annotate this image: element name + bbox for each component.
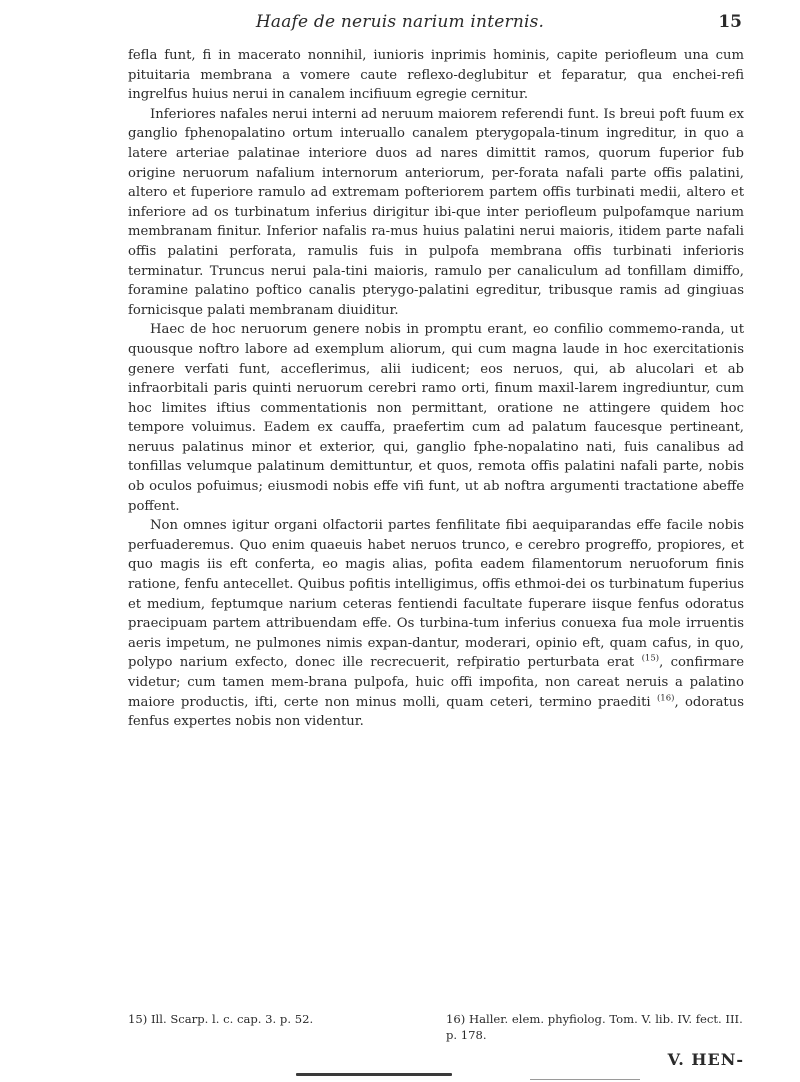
paragraph-4-text-a: Non omnes igitur organi olfactorii partes fenfilitate fibi aequiparandas effe facile nobis perfuaderemus. Quo enim quaeuis habet neruos trunco, e cerebro progreffo, propiores, et quo magis iis eft conferta, eo magis alias, pofita eadem filamentorum neruoforum finis ratione, fenfu antecellet. Quibus pofitis intelligimus, offis ethmoi-dei os turbinatum fuperius et medium, feptumque narium ceteras fentiendi facultate fuperare iisque fenfus odoratus praecipuam partem attribuendam effe. Os turbina-tum inferius conuexa fua mole irruentis aeris impetum, ne pulmones nimis expan-dantur, moderari, opinio eft, quam cafus, in quo, polypo narium exfecto, donec ille recrecuerit, refpiratio perturbata erat <box>128 518 744 671</box>
paragraph-4 <box>128 516 744 732</box>
paragraph-1: fefla funt, fi in macerato nonnihil, iunioris inprimis hominis, capite periofleum una cum pituitaria membrana a vomere caute reflexo-deglubitur et feparatur, qua enchei-refi ingrelfus huius nerui in canalem incifiuum egregie cernitur. <box>128 48 744 103</box>
footnote-ref-15-number: 15 <box>644 654 656 665</box>
bottom-rule-thin <box>530 1079 640 1080</box>
paragraph-4-text-c: , odoratus fenfus expertes nobis non videntur. <box>128 694 744 730</box>
paragraph-4-text-b: , confirmare videtur; cum tamen mem-brana pulpofa, huic offi impofita, non careat neruis a palatino maiore productis, ifti, certe non minus molli, quam ceteri, termino praediti <box>128 655 745 710</box>
running-title: Haafe de neruis narium internis. <box>255 12 545 32</box>
paragraph-2: Inferiores nafales nerui interni ad neruum maiorem referendi funt. Is breui poft fuum ex ganglio fphenopalatino ortum interuallo canalem pterygopala-tinum ingreditur, in quo a latere arteriae palatinae interiore duos ad nares dimittit ramos, quorum fuperior fub origine neruorum nafalium internorum anteriorum, per-forata nafali parte offis palatini, altero et fuperiore ramulo ad extremam pofteriorem partem offis turbinati medii, altero et inferiore ad os turbinatum inferius dirigitur ibi-que inter periofleum pulpofamque narium membranam finitur. Inferior nafalis ra-mus huius palatini nerui maioris, itidem parte nafali offis palatini perforata, ramulis fuis in pulpofa membrana offis turbinati inferioris terminatur. Truncus nerui pala-tini maioris, ramulo per canaliculum ad tonfillam dimiffo, foramine palatino poftico canalis pterygo-palatini egreditur, tribusque ramis ad gingiuas fornicisque palati membranam diuiditur. <box>128 106 744 318</box>
page-number: 15 <box>718 12 742 32</box>
body-text <box>128 46 744 732</box>
footnote-ref-16-number: 16 <box>660 693 672 704</box>
footnotes <box>128 1011 744 1053</box>
footnote-ref-16: (16) <box>656 693 675 704</box>
footnote-ref-15: (15) <box>641 654 660 665</box>
footnote-15: 15) Ill. Scarp. l. c. cap. 3. p. 52. <box>128 1012 314 1026</box>
footnote-16: 16) Haller. elem. phyfiolog. Tom. V. lib. IV. fect. III. p. 178. <box>446 1012 743 1042</box>
catchword: V. HEN- <box>667 1050 744 1069</box>
bottom-rule <box>296 1073 452 1076</box>
paragraph-3: Haec de hoc neruorum genere nobis in promptu erant, eo confilio commemo-randa, ut quousque noftro labore ad exemplum aliorum, qui cum magna laude in hoc exercitationis genere verfati funt, acceflerimus, alii iudicent; eos neruos, qui, ab alucolari et ab infraorbitali paris quinti neruorum cerebri ramo orti, finum maxil-larem ingrediuntur, cum hoc limites iftius commentationis non permittant, oratione ne attingere quidem hoc tempore voluimus. Eadem ex cauffa, praefertim cum ad palatum faucesque pertineant, neruus palatinus minor et exterior, qui, ganglio fphe-nopalatino nati, fuis canalibus ad tonfillas velumque palatinum demittuntur, et quos, remota offis palatini nafali parte, nobis ob oculos pofuimus; eiusmodi nobis effe vifi funt, ut ab noftra argumenti tractatione abeffe poffent. <box>128 322 744 514</box>
running-head <box>0 12 800 42</box>
